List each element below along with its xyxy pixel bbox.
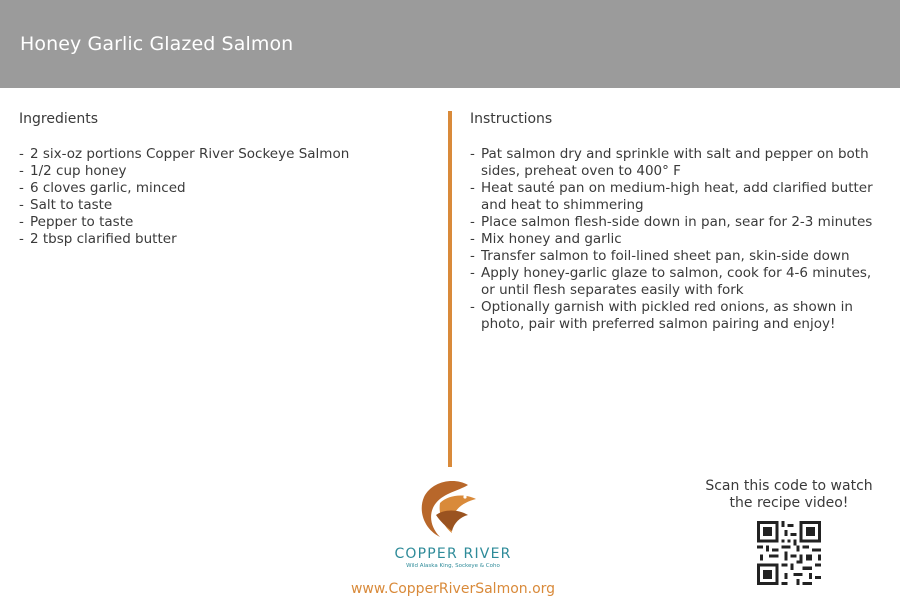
qr-caption: Scan this code to watch the recipe video! (705, 478, 873, 511)
ingredient-item: - 2 tbsp clarified butter (19, 231, 419, 248)
ingredient-item: - Pepper to taste (19, 214, 419, 231)
ingredient-item: - 2 six-oz portions Copper River Sockeye Salmon (19, 146, 419, 163)
ingredient-item: - 6 cloves garlic, minced (19, 180, 419, 197)
ingredient-item: - Salt to taste (19, 197, 419, 214)
salmon-logo-icon (410, 475, 486, 545)
qr-code-icon[interactable] (757, 521, 821, 585)
instruction-step: - Pat salmon dry and sprinkle with salt and pepper on both sides, preheat oven to 400° F (470, 146, 880, 180)
instruction-step: - Optionally garnish with pickled red onions, as shown in photo, pair with preferred salmon pairing and enjoy! (470, 299, 880, 333)
instruction-step: - Place salmon flesh-side down in pan, sear for 2-3 minutes (470, 214, 880, 231)
page-title: Honey Garlic Glazed Salmon (20, 33, 294, 55)
instruction-step: - Apply honey-garlic glaze to salmon, cook for 4-6 minutes, or until flesh separates easily with fork (470, 265, 880, 299)
website-link[interactable]: www.CopperRiverSalmon.org (350, 581, 556, 597)
ingredients-list (19, 146, 419, 248)
header-bar (0, 0, 900, 88)
brand-tagline: Wild Alaska King, Sockeye & Coho (406, 563, 500, 569)
instruction-step: - Mix honey and garlic (470, 231, 880, 248)
instructions-list (470, 146, 880, 333)
instruction-step: - Transfer salmon to foil-lined sheet pan, skin-side down (470, 248, 880, 265)
brand-name: COPPER RIVER (394, 546, 512, 562)
instruction-step: - Heat sauté pan on medium-high heat, add clarified butter and heat to shimmering (470, 180, 880, 214)
column-divider (448, 111, 452, 467)
instructions-heading: Instructions (470, 111, 553, 127)
ingredient-item: - 1/2 cup honey (19, 163, 419, 180)
ingredients-heading: Ingredients (19, 111, 98, 127)
